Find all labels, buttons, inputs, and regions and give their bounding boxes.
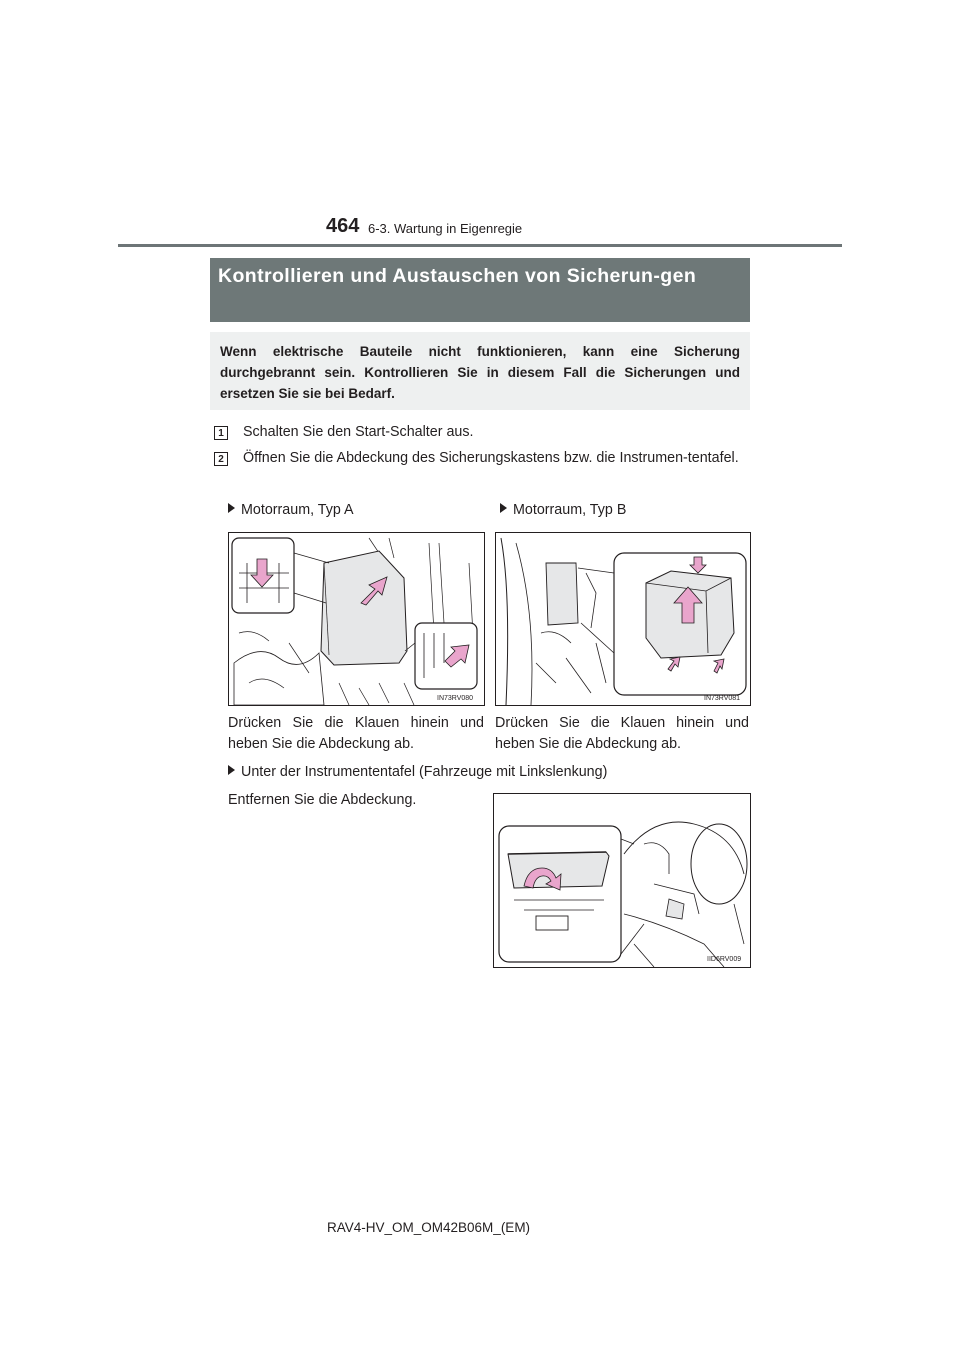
section-label: 6-3. Wartung in Eigenregie [368,221,523,236]
section-title-box [210,258,750,322]
document-footer: RAV4-HV_OM_OM42B06M_(EM) [327,1220,531,1235]
figure-b-code: IN73RV081 [704,695,741,702]
step-text-2: Öffnen Sie die Abdeckung des Sicherungskastens bzw. die Instrumen-tentafel. [243,450,739,466]
page-number: 464 [326,215,360,237]
intro-text: Wenn elektrische Bauteile nicht funktionieren, kann eine Sicherung durchgebrannt sein. Kontrollieren Sie in diesem Fall die Sicherungen und ersetzen Sie sie bei Bedarf. [220,344,740,401]
figure-c-heading-text: Unter der Instrumententafel (Fahrzeuge mit Linkslenkung) [241,764,608,780]
step-number-1: 1 [214,426,228,440]
figure-engine-compartment-b [495,532,751,706]
figure-b-caption: Drücken Sie die Klauen hinein und heben Sie die Abdeckung ab. [495,715,749,752]
figure-a-heading-text: Motorraum, Typ A [241,502,354,518]
triangle-bullet-icon [500,503,507,513]
figure-engine-compartment-a [228,532,485,706]
triangle-bullet-icon [228,503,235,513]
fuse-box-b-illustration [496,533,750,705]
header-rule [118,244,842,247]
figure-a-code: IN73RV080 [437,695,474,702]
figure-b-heading-text: Motorraum, Typ B [513,502,627,518]
step-text-1: Schalten Sie den Start-Schalter aus. [243,424,474,440]
figure-c-heading [228,762,607,783]
figure-a-heading [228,500,354,521]
step-number-2: 2 [214,452,228,466]
instrument-panel-cover-illustration [494,794,750,967]
intro-box [210,332,750,410]
figure-under-instrument-panel [493,793,751,968]
triangle-bullet-icon [228,765,235,775]
figure-a-caption: Drücken Sie die Klauen hinein und heben Sie die Abdeckung ab. [228,715,484,752]
fuse-box-a-illustration [229,533,484,705]
figure-c-caption: Entfernen Sie die Abdeckung. [228,792,417,808]
figure-c-code: IID6RV009 [707,956,742,963]
figure-b-heading [500,500,626,521]
section-title: Kontrollieren und Austauschen von Sicherun-gen [218,265,697,287]
